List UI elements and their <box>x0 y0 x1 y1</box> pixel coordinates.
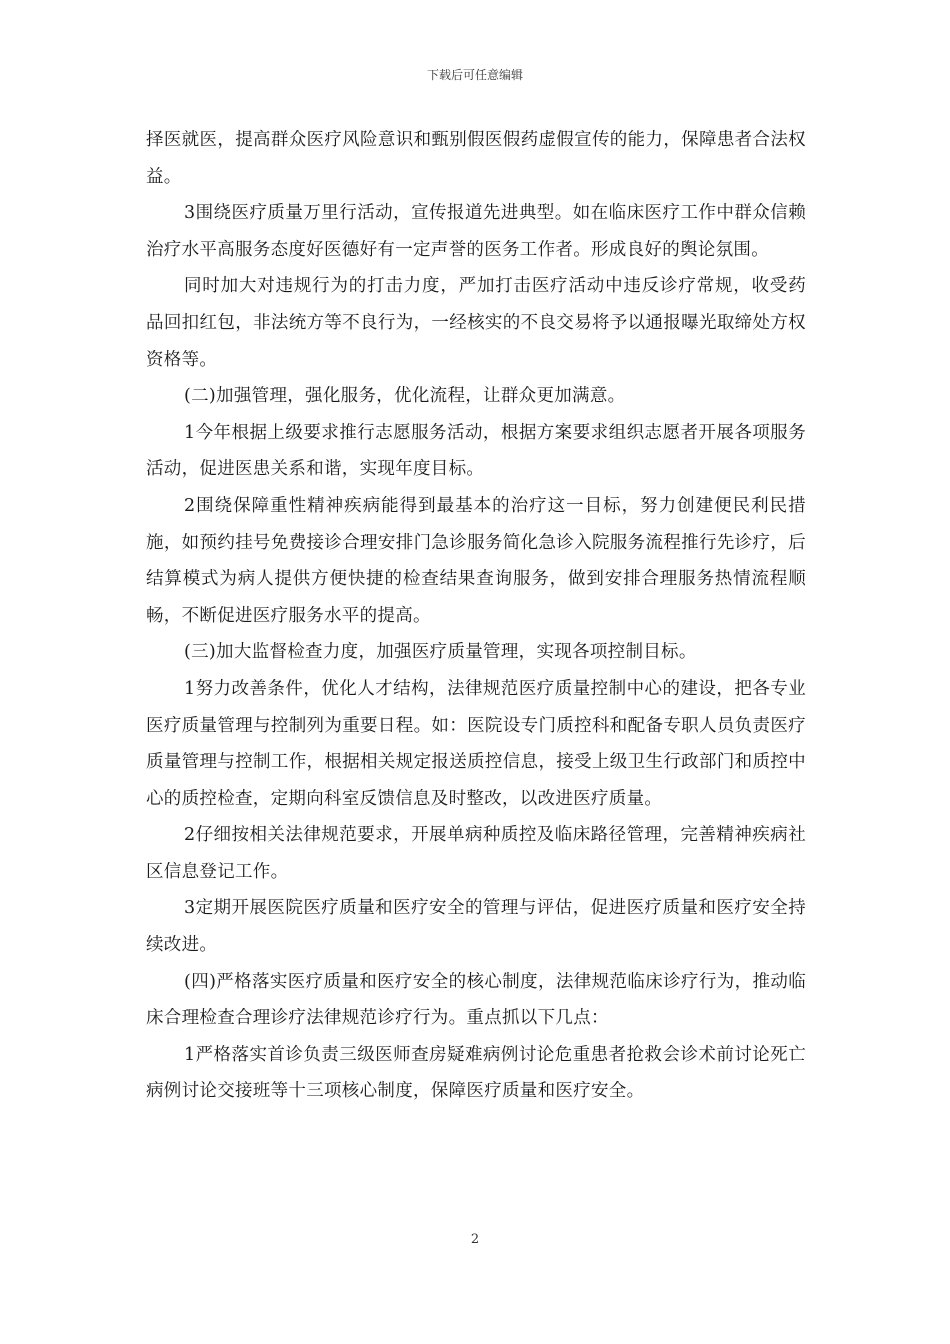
paragraph: 同时加大对违规行为的打击力度，严加打击医疗活动中违反诊疗常规，收受药品回扣红包，非法统方等不良行为，一经核实的不良交易将予以通报曝光取缔处方权资格等。 <box>146 276 806 370</box>
section-heading: (二)加强管理，强化服务，优化流程，让群众更加满意。 <box>184 386 626 407</box>
document-body <box>146 122 806 1110</box>
paragraph: 1今年根据上级要求推行志愿服务活动，根据方案要求组织志愿者开展各项服务活动，促进医患关系和谐，实现年度目标。 <box>146 422 806 480</box>
paragraph: 2围绕保障重性精神疾病能得到最基本的治疗这一目标，努力创建便民利民措施，如预约挂号免费接诊合理安排门急诊服务简化急诊入院服务流程推行先诊疗，后结算模式为病人提供方便快捷的检查结果查询服务，做到安排合理服务热情流程顺畅，不断促进医疗服务水平的提高。 <box>146 495 806 626</box>
paragraph: 2仔细按相关法律规范要求，开展单病种质控及临床路径管理，完善精神疾病社区信息登记工作。 <box>146 825 806 882</box>
paragraph: 3围绕医疗质量万里行活动，宣传报道先进典型。如在临床医疗工作中群众信赖治疗水平高服务态度好医德好有一定声誉的医务工作者。形成良好的舆论氛围。 <box>146 203 806 260</box>
paragraph: 1严格落实首诊负责三级医师查房疑难病例讨论危重患者抢救会诊术前讨论死亡病例讨论交接班等十三项核心制度，保障医疗质量和医疗安全。 <box>146 1044 806 1102</box>
page-header: 下载后可任意编辑 <box>426 68 523 82</box>
section-heading: (四)严格落实医疗质量和医疗安全的核心制度，法律规范临床诊疗行为，推动临床合理检查合理诊疗法律规范诊疗行为。重点抓以下几点： <box>146 971 806 1029</box>
paragraph: 3定期开展医院医疗质量和医疗安全的管理与评估，促进医疗质量和医疗安全持续改进。 <box>146 898 806 956</box>
paragraph: 择医就医，提高群众医疗风险意识和甄别假医假药虚假宣传的能力，保障患者合法权益。 <box>146 130 806 187</box>
page-number: 2 <box>470 1232 480 1247</box>
section-heading: (三)加大监督检查力度，加强医疗质量管理，实现各项控制目标。 <box>184 642 697 663</box>
paragraph: 1努力改善条件，优化人才结构，法律规范医疗质量控制中心的建设，把各专业医疗质量管理与控制列为重要日程。如：医院设专门质控科和配备专职人员负责医疗质量管理与控制工作，根据相关规定报送质控信息，接受上级卫生行政部门和质控中心的质控检查，定期向科室反馈信息及时整改，以改进医疗质量。 <box>146 678 806 809</box>
